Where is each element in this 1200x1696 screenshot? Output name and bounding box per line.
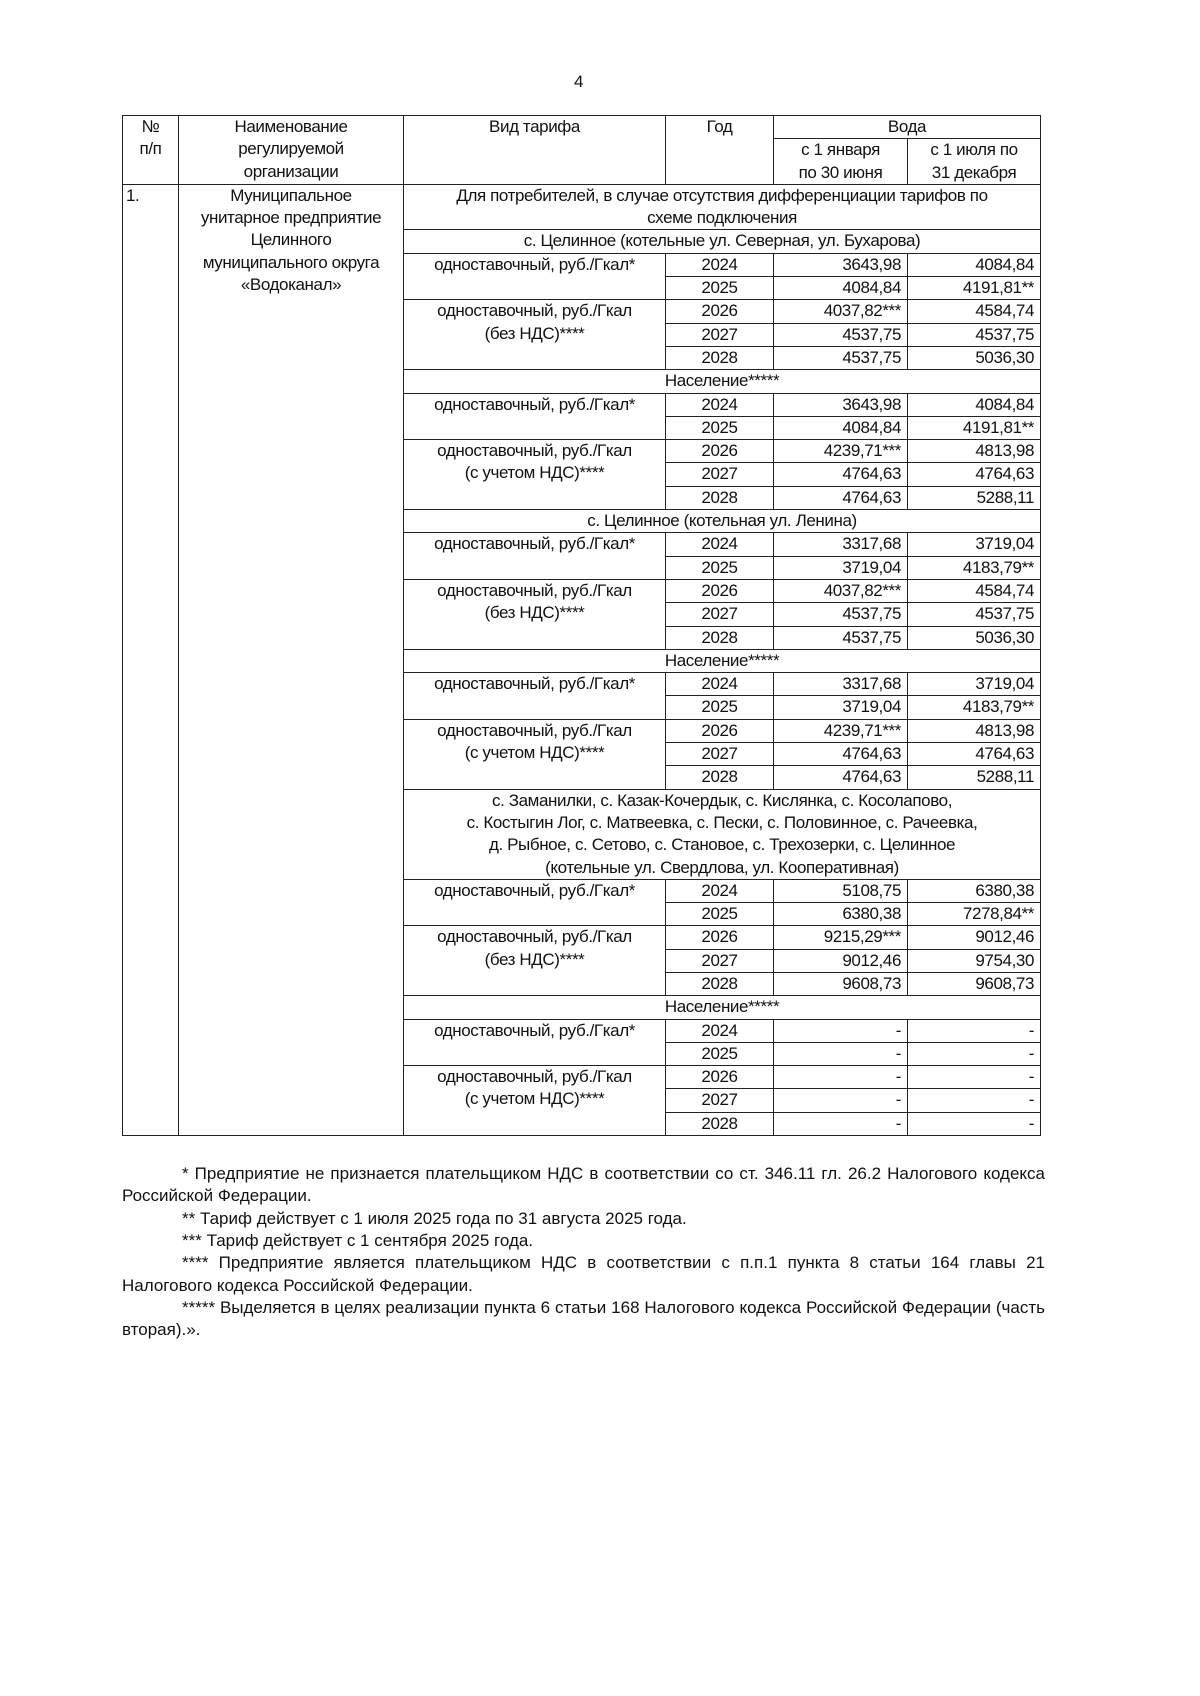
tariff-type-line: одноставочный, руб./Гкал <box>437 927 632 947</box>
year-cell: 2026 <box>666 300 774 323</box>
tariff-h1-cell: 4037,82*** <box>774 579 908 602</box>
year-cell: 2027 <box>666 949 774 972</box>
tariff-h2-cell: - <box>908 1112 1041 1135</box>
tariff-h2-cell: 4191,81** <box>908 416 1041 439</box>
tariff-type-line: одноставочный, руб./Гкал* <box>434 254 635 274</box>
page-content <box>122 115 1045 1341</box>
section-caption-line: Население***** <box>664 650 780 670</box>
section-caption-line: Для потребителей, в случае отсутствия дифференциации тарифов по <box>456 185 988 205</box>
tariff-h1-cell: 3719,04 <box>774 556 908 579</box>
year-cell: 2027 <box>666 603 774 626</box>
tariff-h1-cell: 4239,71*** <box>774 719 908 742</box>
section-caption <box>404 230 1041 253</box>
year-cell: 2026 <box>666 719 774 742</box>
tariff-h1-cell: 6380,38 <box>774 903 908 926</box>
tariff-type <box>404 719 666 789</box>
tariff-h2-cell: 4813,98 <box>908 719 1041 742</box>
year-cell: 2024 <box>666 673 774 696</box>
org-name <box>179 184 404 1135</box>
tariff-h1-cell: 4537,75 <box>774 603 908 626</box>
tariff-type-line: (с учетом НДС)**** <box>464 463 605 483</box>
year-cell: 2025 <box>666 416 774 439</box>
tariff-h2-cell: 4584,74 <box>908 579 1041 602</box>
tariff-type-line: одноставочный, руб./Гкал* <box>434 880 635 900</box>
tariff-h2-cell: 4813,98 <box>908 440 1041 463</box>
header-period-2 <box>908 139 1041 185</box>
tariff-h1-cell: - <box>774 1019 908 1042</box>
tariff-type-line: одноставочный, руб./Гкал* <box>434 394 635 414</box>
tariff-h1-cell: 4764,63 <box>774 463 908 486</box>
tariff-h1-cell: 9012,46 <box>774 949 908 972</box>
year-cell: 2028 <box>666 972 774 995</box>
tariff-h1-cell: 4084,84 <box>774 416 908 439</box>
tariff-h1-cell: 3719,04 <box>774 696 908 719</box>
caption-row <box>123 184 1041 230</box>
section-caption-line: д. Рыбное, с. Сетово, с. Становое, с. Трехозерки, с. Целинное <box>488 835 956 855</box>
tariff-h2-cell: 9608,73 <box>908 972 1041 995</box>
year-cell: 2027 <box>666 463 774 486</box>
tariff-type <box>404 673 666 720</box>
org-name-line: муниципального округа <box>202 252 380 272</box>
footnote: ** Тариф действует с 1 июля 2025 года по 31 августа 2025 года. <box>182 1208 687 1228</box>
year-cell: 2028 <box>666 346 774 369</box>
tariff-h1-cell: 3643,98 <box>774 253 908 276</box>
tariff-h2-cell: - <box>908 1089 1041 1112</box>
year-cell: 2024 <box>666 533 774 556</box>
tariff-h2-cell: - <box>908 1042 1041 1065</box>
year-cell: 2026 <box>666 440 774 463</box>
tariff-h2-cell: 6380,38 <box>908 879 1041 902</box>
year-cell: 2025 <box>666 696 774 719</box>
page-number: 4 <box>574 72 584 91</box>
tariff-type <box>404 579 666 649</box>
section-caption <box>404 184 1041 230</box>
org-number: 1. <box>123 184 179 1135</box>
tariff-h1-cell: 4537,75 <box>774 626 908 649</box>
header-period-1-line: по 30 июня <box>798 162 883 182</box>
org-name-line: Муниципальное <box>230 185 352 205</box>
tariff-type <box>404 440 666 510</box>
year-cell: 2024 <box>666 393 774 416</box>
section-caption-line: (котельные ул. Свердлова, ул. Кооперативная) <box>545 857 899 877</box>
tariff-h1-cell: - <box>774 1066 908 1089</box>
tariff-h2-cell: 4183,79** <box>908 696 1041 719</box>
tariff-type-line: (с учетом НДС)**** <box>464 743 605 763</box>
section-caption <box>404 370 1041 393</box>
year-cell: 2024 <box>666 253 774 276</box>
section-caption-line: с. Костыгин Лог, с. Матвеевка, с. Пески, с. Половинное, с. Рачеевка, <box>466 812 978 832</box>
tariff-type <box>404 253 666 300</box>
year-cell: 2028 <box>666 1112 774 1135</box>
header-no <box>123 116 179 185</box>
tariff-h2-cell: 9754,30 <box>908 949 1041 972</box>
section-caption-line: схеме подключения <box>647 208 797 228</box>
tariff-h1-cell: - <box>774 1042 908 1065</box>
tariff-h1-cell: 4537,75 <box>774 346 908 369</box>
tariff-h2-cell: 4191,81** <box>908 277 1041 300</box>
header-org-line: организации <box>243 161 339 181</box>
year-cell: 2027 <box>666 1089 774 1112</box>
footnote: **** Предприятие является плательщиком НДС в соответствии с п.п.1 пункта 8 статьи 164 главы 21 Налогового кодекса Российской Федерации. <box>122 1253 1045 1295</box>
section-caption-line: Население***** <box>664 997 780 1017</box>
year-cell: 2026 <box>666 1066 774 1089</box>
header-org-line: Наименование <box>234 117 348 136</box>
tariff-type <box>404 1066 666 1136</box>
header-period-2-line: 31 декабря <box>931 162 1017 182</box>
tariff-h1-cell: 3317,68 <box>774 673 908 696</box>
tariff-type <box>404 393 666 440</box>
year-cell: 2027 <box>666 743 774 766</box>
tariff-h1-cell: 4537,75 <box>774 323 908 346</box>
tariff-type <box>404 300 666 370</box>
tariff-type-line: одноставочный, руб./Гкал <box>437 580 632 600</box>
section-caption-line: Население***** <box>664 371 780 391</box>
tariff-type-line: одноставочный, руб./Гкал <box>437 720 632 740</box>
section-caption <box>404 649 1041 672</box>
tariff-type <box>404 879 666 926</box>
tariff-type-line: одноставочный, руб./Гкал* <box>434 534 635 554</box>
tariff-h2-cell: 5288,11 <box>908 486 1041 509</box>
tariff-h2-cell: - <box>908 1019 1041 1042</box>
tariff-h2-cell: 5288,11 <box>908 766 1041 789</box>
org-name-line: «Водоканал» <box>240 275 342 295</box>
tariff-h2-cell: - <box>908 1066 1041 1089</box>
tariff-h2-cell: 4764,63 <box>908 463 1041 486</box>
header-year: Год <box>666 116 774 185</box>
tariff-h1-cell: 9215,29*** <box>774 926 908 949</box>
footnote: * Предприятие не признается плательщиком НДС в соответствии со ст. 346.11 гл. 26.2 Налогового кодекса Российской Федерации. <box>122 1164 1045 1206</box>
tariff-h2-cell: 5036,30 <box>908 626 1041 649</box>
tariff-h2-cell: 4183,79** <box>908 556 1041 579</box>
tariff-h2-cell: 4084,84 <box>908 393 1041 416</box>
section-caption <box>404 789 1041 879</box>
org-name-line: Целинного <box>250 230 332 250</box>
footnotes <box>122 1163 1045 1341</box>
tariff-type-line: одноставочный, руб./Гкал* <box>434 1020 635 1040</box>
section-caption-line: с. Целинное (котельные ул. Северная, ул. Бухарова) <box>523 231 921 251</box>
tariff-type <box>404 926 666 996</box>
header-period-1-line: с 1 января <box>801 140 880 160</box>
header-org-line: регулируемой <box>238 139 344 159</box>
section-caption-line: с. Заманилки, с. Казак-Кочердык, с. Кислянка, с. Косолапово, <box>491 790 953 810</box>
header-org <box>179 116 404 185</box>
tariff-h1-cell: 4764,63 <box>774 743 908 766</box>
tariff-type <box>404 1019 666 1066</box>
header-tariff-type: Вид тарифа <box>404 116 666 185</box>
tariff-h2-cell: 7278,84** <box>908 903 1041 926</box>
tariff-h1-cell: 4239,71*** <box>774 440 908 463</box>
header-no-line: п/п <box>139 139 162 159</box>
tariff-type-line: одноставочный, руб./Гкал* <box>434 674 635 694</box>
tariff-type-line: (без НДС)**** <box>484 323 585 343</box>
header-period-1 <box>774 139 908 185</box>
tariff-h1-cell: 5108,75 <box>774 879 908 902</box>
tariff-type-line: (без НДС)**** <box>484 949 585 969</box>
org-name-line: унитарное предприятие <box>200 208 382 228</box>
tariff-h1-cell: 4084,84 <box>774 277 908 300</box>
year-cell: 2028 <box>666 486 774 509</box>
tariff-h2-cell: 4764,63 <box>908 743 1041 766</box>
header-row <box>123 116 1041 139</box>
header-period-2-line: с 1 июля по <box>930 140 1018 160</box>
tariff-h2-cell: 4537,75 <box>908 323 1041 346</box>
tariff-type-line: одноставочный, руб./Гкал <box>437 441 632 461</box>
tariff-h2-cell: 4584,74 <box>908 300 1041 323</box>
year-cell: 2028 <box>666 766 774 789</box>
year-cell: 2026 <box>666 579 774 602</box>
tariff-h2-cell: 3719,04 <box>908 533 1041 556</box>
footnote: *** Тариф действует с 1 сентября 2025 года. <box>182 1230 534 1250</box>
year-cell: 2028 <box>666 626 774 649</box>
header-no-line: № <box>141 117 160 136</box>
tariff-h1-cell: 9608,73 <box>774 972 908 995</box>
tariff-h2-cell: 9012,46 <box>908 926 1041 949</box>
year-cell: 2025 <box>666 556 774 579</box>
tariff-h2-cell: 5036,30 <box>908 346 1041 369</box>
tariff-type-line: одноставочный, руб./Гкал <box>437 301 632 321</box>
tariff-h1-cell: 4764,63 <box>774 766 908 789</box>
tariff-type <box>404 533 666 580</box>
year-cell: 2025 <box>666 903 774 926</box>
header-water: Вода <box>774 116 1041 139</box>
tariff-h1-cell: 3317,68 <box>774 533 908 556</box>
year-cell: 2024 <box>666 1019 774 1042</box>
tariff-h1-cell: - <box>774 1112 908 1135</box>
tariff-h1-cell: 4037,82*** <box>774 300 908 323</box>
tariff-h2-cell: 3719,04 <box>908 673 1041 696</box>
year-cell: 2024 <box>666 879 774 902</box>
footnote: ***** Выделяется в целях реализации пункта 6 статьи 168 Налогового кодекса Российской Федерации (часть вторая).». <box>122 1297 1045 1340</box>
tariff-h2-cell: 4084,84 <box>908 253 1041 276</box>
section-caption <box>404 510 1041 533</box>
year-cell: 2025 <box>666 1042 774 1065</box>
year-cell: 2025 <box>666 277 774 300</box>
section-caption <box>404 996 1041 1019</box>
section-caption-line: с. Целинное (котельная ул. Ленина) <box>587 511 857 531</box>
tariff-h1-cell: - <box>774 1089 908 1112</box>
tariff-h1-cell: 4764,63 <box>774 486 908 509</box>
tariff-h1-cell: 3643,98 <box>774 393 908 416</box>
tariff-type-line: (без НДС)**** <box>484 603 585 623</box>
tariff-table <box>122 115 1041 1136</box>
tariff-type-line: одноставочный, руб./Гкал <box>437 1067 632 1087</box>
tariff-h2-cell: 4537,75 <box>908 603 1041 626</box>
tariff-type-line: (с учетом НДС)**** <box>464 1089 605 1109</box>
year-cell: 2026 <box>666 926 774 949</box>
year-cell: 2027 <box>666 323 774 346</box>
